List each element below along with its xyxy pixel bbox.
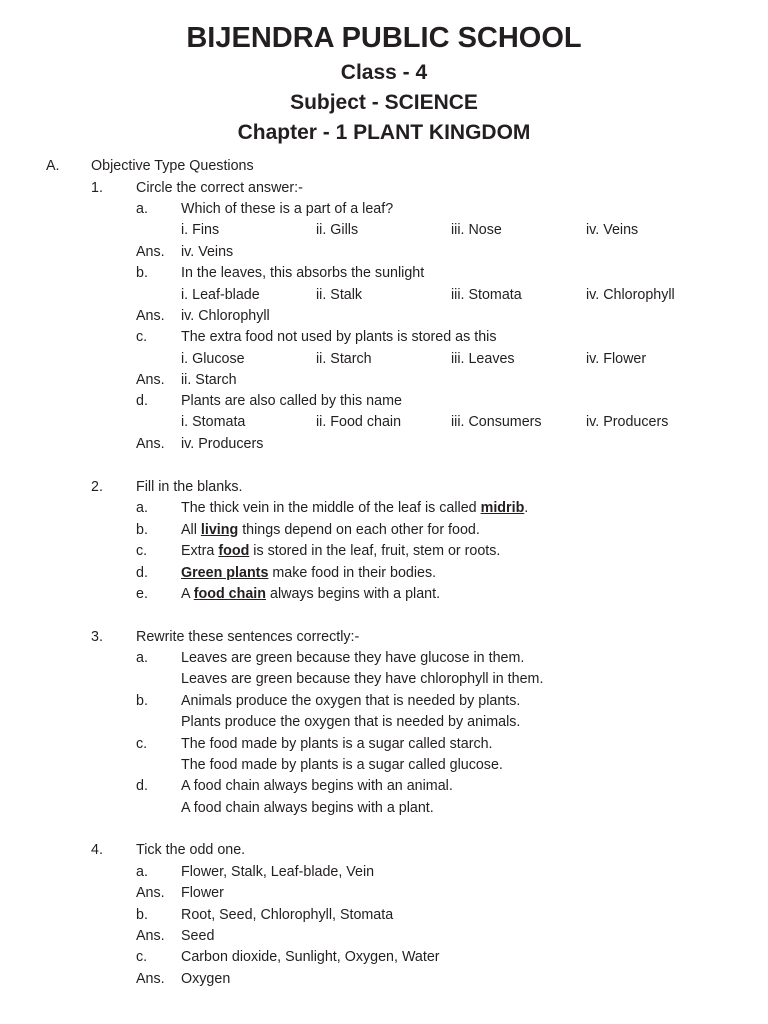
answer-label: Ans. bbox=[136, 928, 165, 944]
school-name: BIJENDRA PUBLIC SCHOOL bbox=[186, 22, 582, 54]
mcq-option: iii. Leaves bbox=[451, 351, 515, 367]
sentence-pre: A bbox=[181, 586, 194, 602]
wrong-sentence: Leaves are green because they have glucose in them. bbox=[181, 650, 525, 666]
item-letter: c. bbox=[136, 949, 148, 965]
question-number: 3. bbox=[91, 629, 103, 645]
subject-heading: Subject - SCIENCE bbox=[290, 91, 478, 114]
question-title: Circle the correct answer:- bbox=[136, 180, 303, 196]
blank-answer: living bbox=[200, 522, 239, 538]
item-letter: a. bbox=[136, 500, 148, 516]
answer-text: Oxygen bbox=[181, 971, 231, 987]
blank-answer: Green plants bbox=[181, 565, 269, 581]
answer-label: Ans. bbox=[136, 308, 165, 324]
sentence-post: . bbox=[524, 500, 529, 516]
odd-one-list: Root, Seed, Chlorophyll, Stomata bbox=[181, 907, 394, 923]
item-letter: a. bbox=[136, 650, 148, 666]
answer-label: Ans. bbox=[136, 244, 165, 260]
mcq-option: iv. Veins bbox=[586, 222, 639, 238]
item-letter: e. bbox=[136, 586, 148, 602]
answer-label: Ans. bbox=[136, 372, 165, 388]
sentence-post: always begins with a plant. bbox=[266, 586, 441, 602]
question-title: Tick the odd one. bbox=[136, 842, 246, 858]
blank-answer: food chain bbox=[193, 586, 267, 602]
item-letter: d. bbox=[136, 778, 148, 794]
blank-sentence bbox=[181, 521, 480, 539]
odd-one-list: Carbon dioxide, Sunlight, Oxygen, Water bbox=[181, 949, 440, 965]
mcq-question: The extra food not used by plants is stored as this bbox=[181, 329, 497, 345]
answer-label: Ans. bbox=[136, 436, 165, 452]
answer-text: ii. Starch bbox=[181, 372, 237, 388]
correct-sentence: The food made by plants is a sugar called glucose. bbox=[181, 757, 503, 773]
correct-sentence: A food chain always begins with a plant. bbox=[181, 800, 434, 816]
sentence-post: make food in their bodies. bbox=[268, 565, 437, 581]
sentence-pre: The thick vein in the middle of the leaf is called bbox=[181, 500, 481, 516]
item-letter: b. bbox=[136, 693, 148, 709]
question-title: Rewrite these sentences correctly:- bbox=[136, 629, 360, 645]
item-letter: c. bbox=[136, 329, 148, 345]
mcq-question: Which of these is a part of a leaf? bbox=[181, 201, 394, 217]
item-letter: b. bbox=[136, 522, 148, 538]
mcq-option: iv. Flower bbox=[586, 351, 647, 367]
correct-sentence: Plants produce the oxygen that is needed by animals. bbox=[181, 714, 521, 730]
answer-text: iv. Producers bbox=[181, 436, 264, 452]
question-number: 2. bbox=[91, 479, 103, 495]
mcq-option: ii. Food chain bbox=[316, 414, 402, 430]
wrong-sentence: A food chain always begins with an animal. bbox=[181, 778, 453, 794]
mcq-option: i. Leaf-blade bbox=[181, 287, 260, 303]
sentence-pre: All bbox=[181, 522, 201, 538]
item-letter: b. bbox=[136, 265, 148, 281]
mcq-option: ii. Stalk bbox=[316, 287, 363, 303]
answer-text: Flower bbox=[181, 885, 224, 901]
mcq-option: i. Fins bbox=[181, 222, 220, 238]
item-letter: a. bbox=[136, 201, 148, 217]
answer-label: Ans. bbox=[136, 885, 165, 901]
mcq-option: iii. Stomata bbox=[451, 287, 522, 303]
mcq-option: ii. Gills bbox=[316, 222, 359, 238]
answer-text: iv. Chlorophyll bbox=[181, 308, 270, 324]
section-title: Objective Type Questions bbox=[91, 158, 254, 174]
mcq-option: iii. Nose bbox=[451, 222, 502, 238]
wrong-sentence: Animals produce the oxygen that is needed by plants. bbox=[181, 693, 521, 709]
item-letter: d. bbox=[136, 393, 148, 409]
answer-label: Ans. bbox=[136, 971, 165, 987]
question-number: 4. bbox=[91, 842, 103, 858]
mcq-option: ii. Starch bbox=[316, 351, 372, 367]
mcq-option: i. Glucose bbox=[181, 351, 245, 367]
blank-sentence bbox=[181, 585, 440, 603]
wrong-sentence: The food made by plants is a sugar called starch. bbox=[181, 736, 493, 752]
mcq-option: iii. Consumers bbox=[451, 414, 542, 430]
chapter-heading: Chapter - 1 PLANT KINGDOM bbox=[237, 121, 531, 144]
answer-text: iv. Veins bbox=[181, 244, 234, 260]
sentence-post: is stored in the leaf, fruit, stem or roots. bbox=[249, 543, 501, 559]
item-letter: d. bbox=[136, 565, 148, 581]
section-marker: A. bbox=[46, 158, 60, 174]
sentence-post: things depend on each other for food. bbox=[238, 522, 480, 538]
item-letter: c. bbox=[136, 736, 148, 752]
mcq-question: Plants are also called by this name bbox=[181, 393, 402, 409]
question-title: Fill in the blanks. bbox=[136, 479, 243, 495]
blank-answer: midrib bbox=[480, 500, 525, 516]
item-letter: b. bbox=[136, 907, 148, 923]
item-letter: c. bbox=[136, 543, 148, 559]
question-number: 1. bbox=[91, 180, 103, 196]
sentence-pre: Extra bbox=[181, 543, 219, 559]
blank-answer: food bbox=[218, 543, 250, 559]
blank-sentence bbox=[181, 564, 436, 582]
odd-one-list: Flower, Stalk, Leaf-blade, Vein bbox=[181, 864, 375, 880]
blank-sentence bbox=[181, 499, 528, 517]
class-heading: Class - 4 bbox=[340, 61, 428, 84]
mcq-question: In the leaves, this absorbs the sunlight bbox=[181, 265, 425, 281]
mcq-option: i. Stomata bbox=[181, 414, 246, 430]
mcq-option: iv. Producers bbox=[586, 414, 669, 430]
answer-text: Seed bbox=[181, 928, 215, 944]
blank-sentence bbox=[181, 542, 500, 560]
mcq-option: iv. Chlorophyll bbox=[586, 287, 675, 303]
correct-sentence: Leaves are green because they have chlorophyll in them. bbox=[181, 671, 544, 687]
item-letter: a. bbox=[136, 864, 148, 880]
